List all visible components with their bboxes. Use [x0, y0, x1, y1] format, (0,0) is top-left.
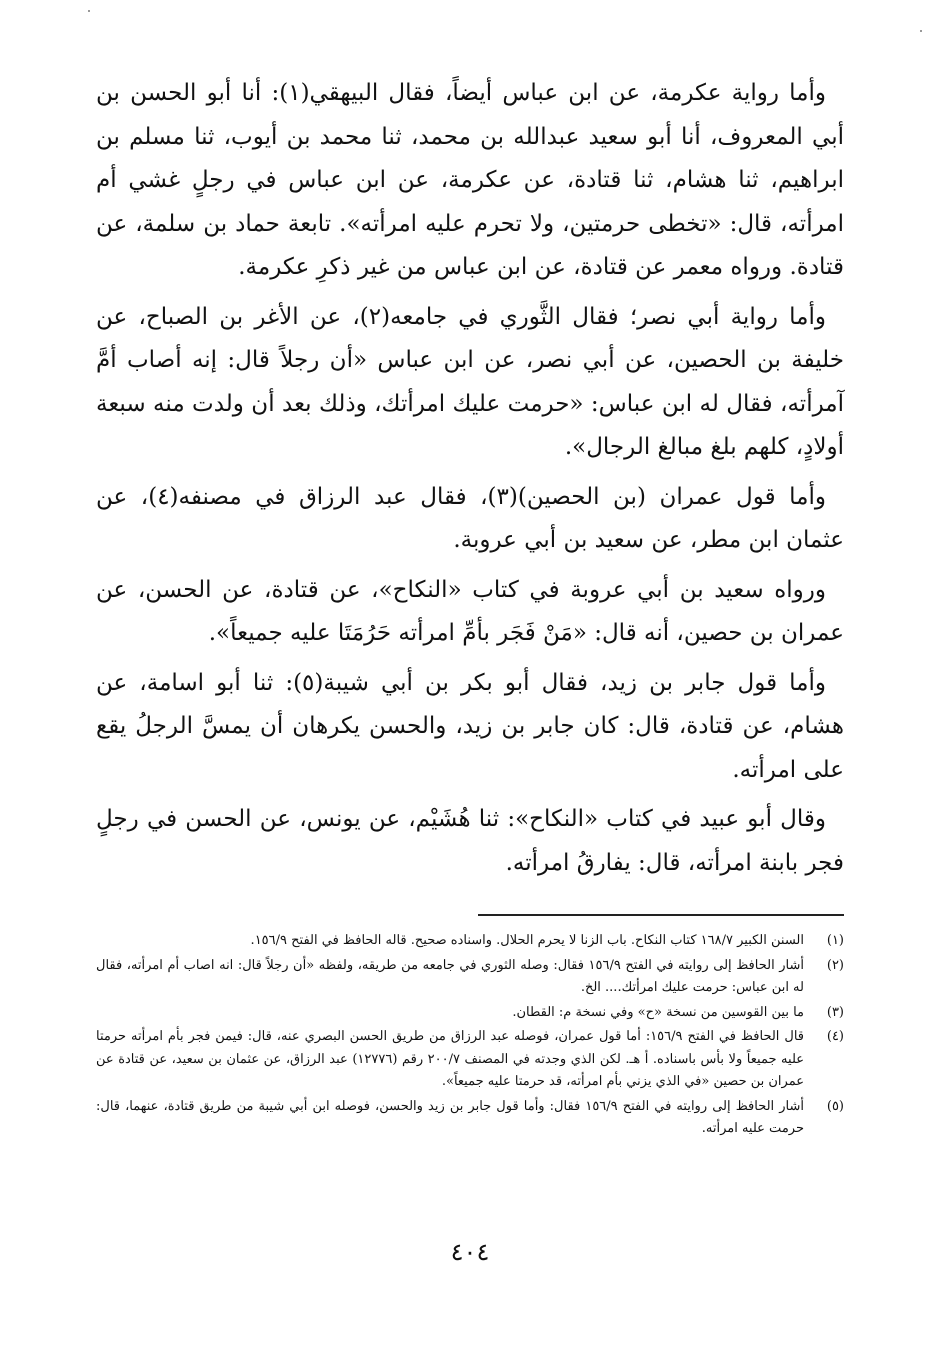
footnote-text: السنن الكبير ١٦٨/٧ كتاب النكاح. باب الزنا لا يحرم الحلال. واسناده صحيح. قاله الحافظ في الفتح ١٥٦/٩. [250, 933, 804, 948]
main-text [96, 72, 844, 891]
footnote [96, 930, 844, 953]
scan-speck [920, 30, 922, 32]
scan-speck [88, 10, 90, 12]
footnote-text: ما بين القوسين من نسخة «ح» وفي نسخة م: القطان. [512, 1004, 804, 1020]
footnote-text: أشار الحافظ إلى روايته في الفتح ١٥٦/٩ فقال: وأما قول جابر بن زيد والحسن، فوصله ابن أبي شيبة من طريق قتادة، عنهما، قال: حرمت عليه امرأته. [96, 1098, 804, 1136]
footnote-separator [478, 914, 844, 916]
footnote-number: (٢) [826, 957, 844, 973]
paragraph-abu-nasr: وأما رواية أبي نصر؛ فقال الثَّوري في جامعه(٢)، عن الأغر بن الصباح، عن خليفة بن الحصين، عن أبي نصر، عن ابن عباس «أن رجلاً قال: إنه أصاب أمَّ آمرأته، فقال له ابن عباس: «حرمت عليك امرأتك، وذلك بعد أن ولدت منه سبعة أولادٍ، كلهم بلغ مبالغ الرجال». [96, 303, 844, 460]
paragraph-abu-ubayd: وقال أبو عبيد في كتاب «النكاح»: ثنا هُشَيْم، عن يونس، عن الحسن في رجلٍ فجر بابنة امرأته، قال: يفارقُ امرأته. [96, 806, 844, 876]
page-number: ٤٠٤ [450, 1238, 490, 1266]
footnote-text: قال الحافظ في الفتح ١٥٦/٩: أما قول عمران، فوصله عبد الرزاق من طريق الحسن البصري عنه، قال: فيمن فجر بأم امرأته حرمتا عليه جميعاً ولا بأس باسناده. أ هـ. لكن الذي وجدته في المصنف ٢٠٠/٧ رقم (١٢٧٧٦) عبد الرزاق، عن عثمان بن سعيد، عن قتادة عن عمران بن حصين «في الذي يزني بأم امرأته، قد حرمتا عليه جميعاً». [96, 1029, 804, 1089]
paragraph-imran: وأما قول عمران (بن الحصين)(٣)، فقال عبد الرزاق في مصنفه(٤)، عن عثمان ابن مطر، عن سعيد بن أبي عروبة. [96, 483, 844, 553]
footnote [96, 1002, 844, 1025]
paragraph-jabir-ibn-zayd: وأما قول جابر بن زيد، فقال أبو بكر بن أبي شيبة(٥): ثنا أبو اسامة، عن هشام، عن قتادة، قال: كان جابر بن زيد، والحسن يكرهان أن يمسَّ الرجلُ يقع على امرأته. [96, 669, 844, 783]
footnote-number: (٥) [826, 1098, 844, 1114]
footnotes [96, 930, 844, 1143]
footnote-number: (٣) [826, 1004, 844, 1020]
paragraph-said-ibn-abi-aruba: ورواه سعيد بن أبي عروبة في كتاب «النكاح»، عن قتادة، عن الحسن، عن عمران بن حصين، أنه قال: «مَنْ فَجَر بأمِّ امرأته حَرُمَتَا عليه جميعاً». [96, 576, 844, 646]
footnote [96, 1096, 844, 1141]
footnote-number: (١) [826, 933, 844, 948]
footnote-number: (٤) [826, 1029, 844, 1044]
footnote-text: أشار الحافظ إلى روايته في الفتح ١٥٦/٩ فقال: وصله الثوري في جامعه من طريقه، ولفظه «أن رجلاً قال: انه اصاب أم امرأته، فقال له ابن عباس: حرمت عليك امرأتك.... الخ. [96, 957, 805, 995]
paragraph-ikrima: وأما رواية عكرمة، عن ابن عباس أيضاً، فقال البيهقي(١): أنا أبو الحسن بن أبي المعروف، أنا أبو سعيد عبدالله بن محمد، ثنا محمد بن أيوب، ثنا مسلم بن ابراهيم، ثنا هشام، ثنا قتادة، عن عكرمة، عن ابن عباس في رجلٍ غشي أم امرأته، قال: «تخطى حرمتين، ولا تحرم عليه امرأته». تابعة حماد بن سلمة، عن قتادة. ورواه معمر عن قتادة، عن ابن عباس من غير ذكرِ عكرمة. [96, 80, 844, 280]
footnote [96, 1026, 844, 1094]
footnote [96, 955, 844, 1000]
